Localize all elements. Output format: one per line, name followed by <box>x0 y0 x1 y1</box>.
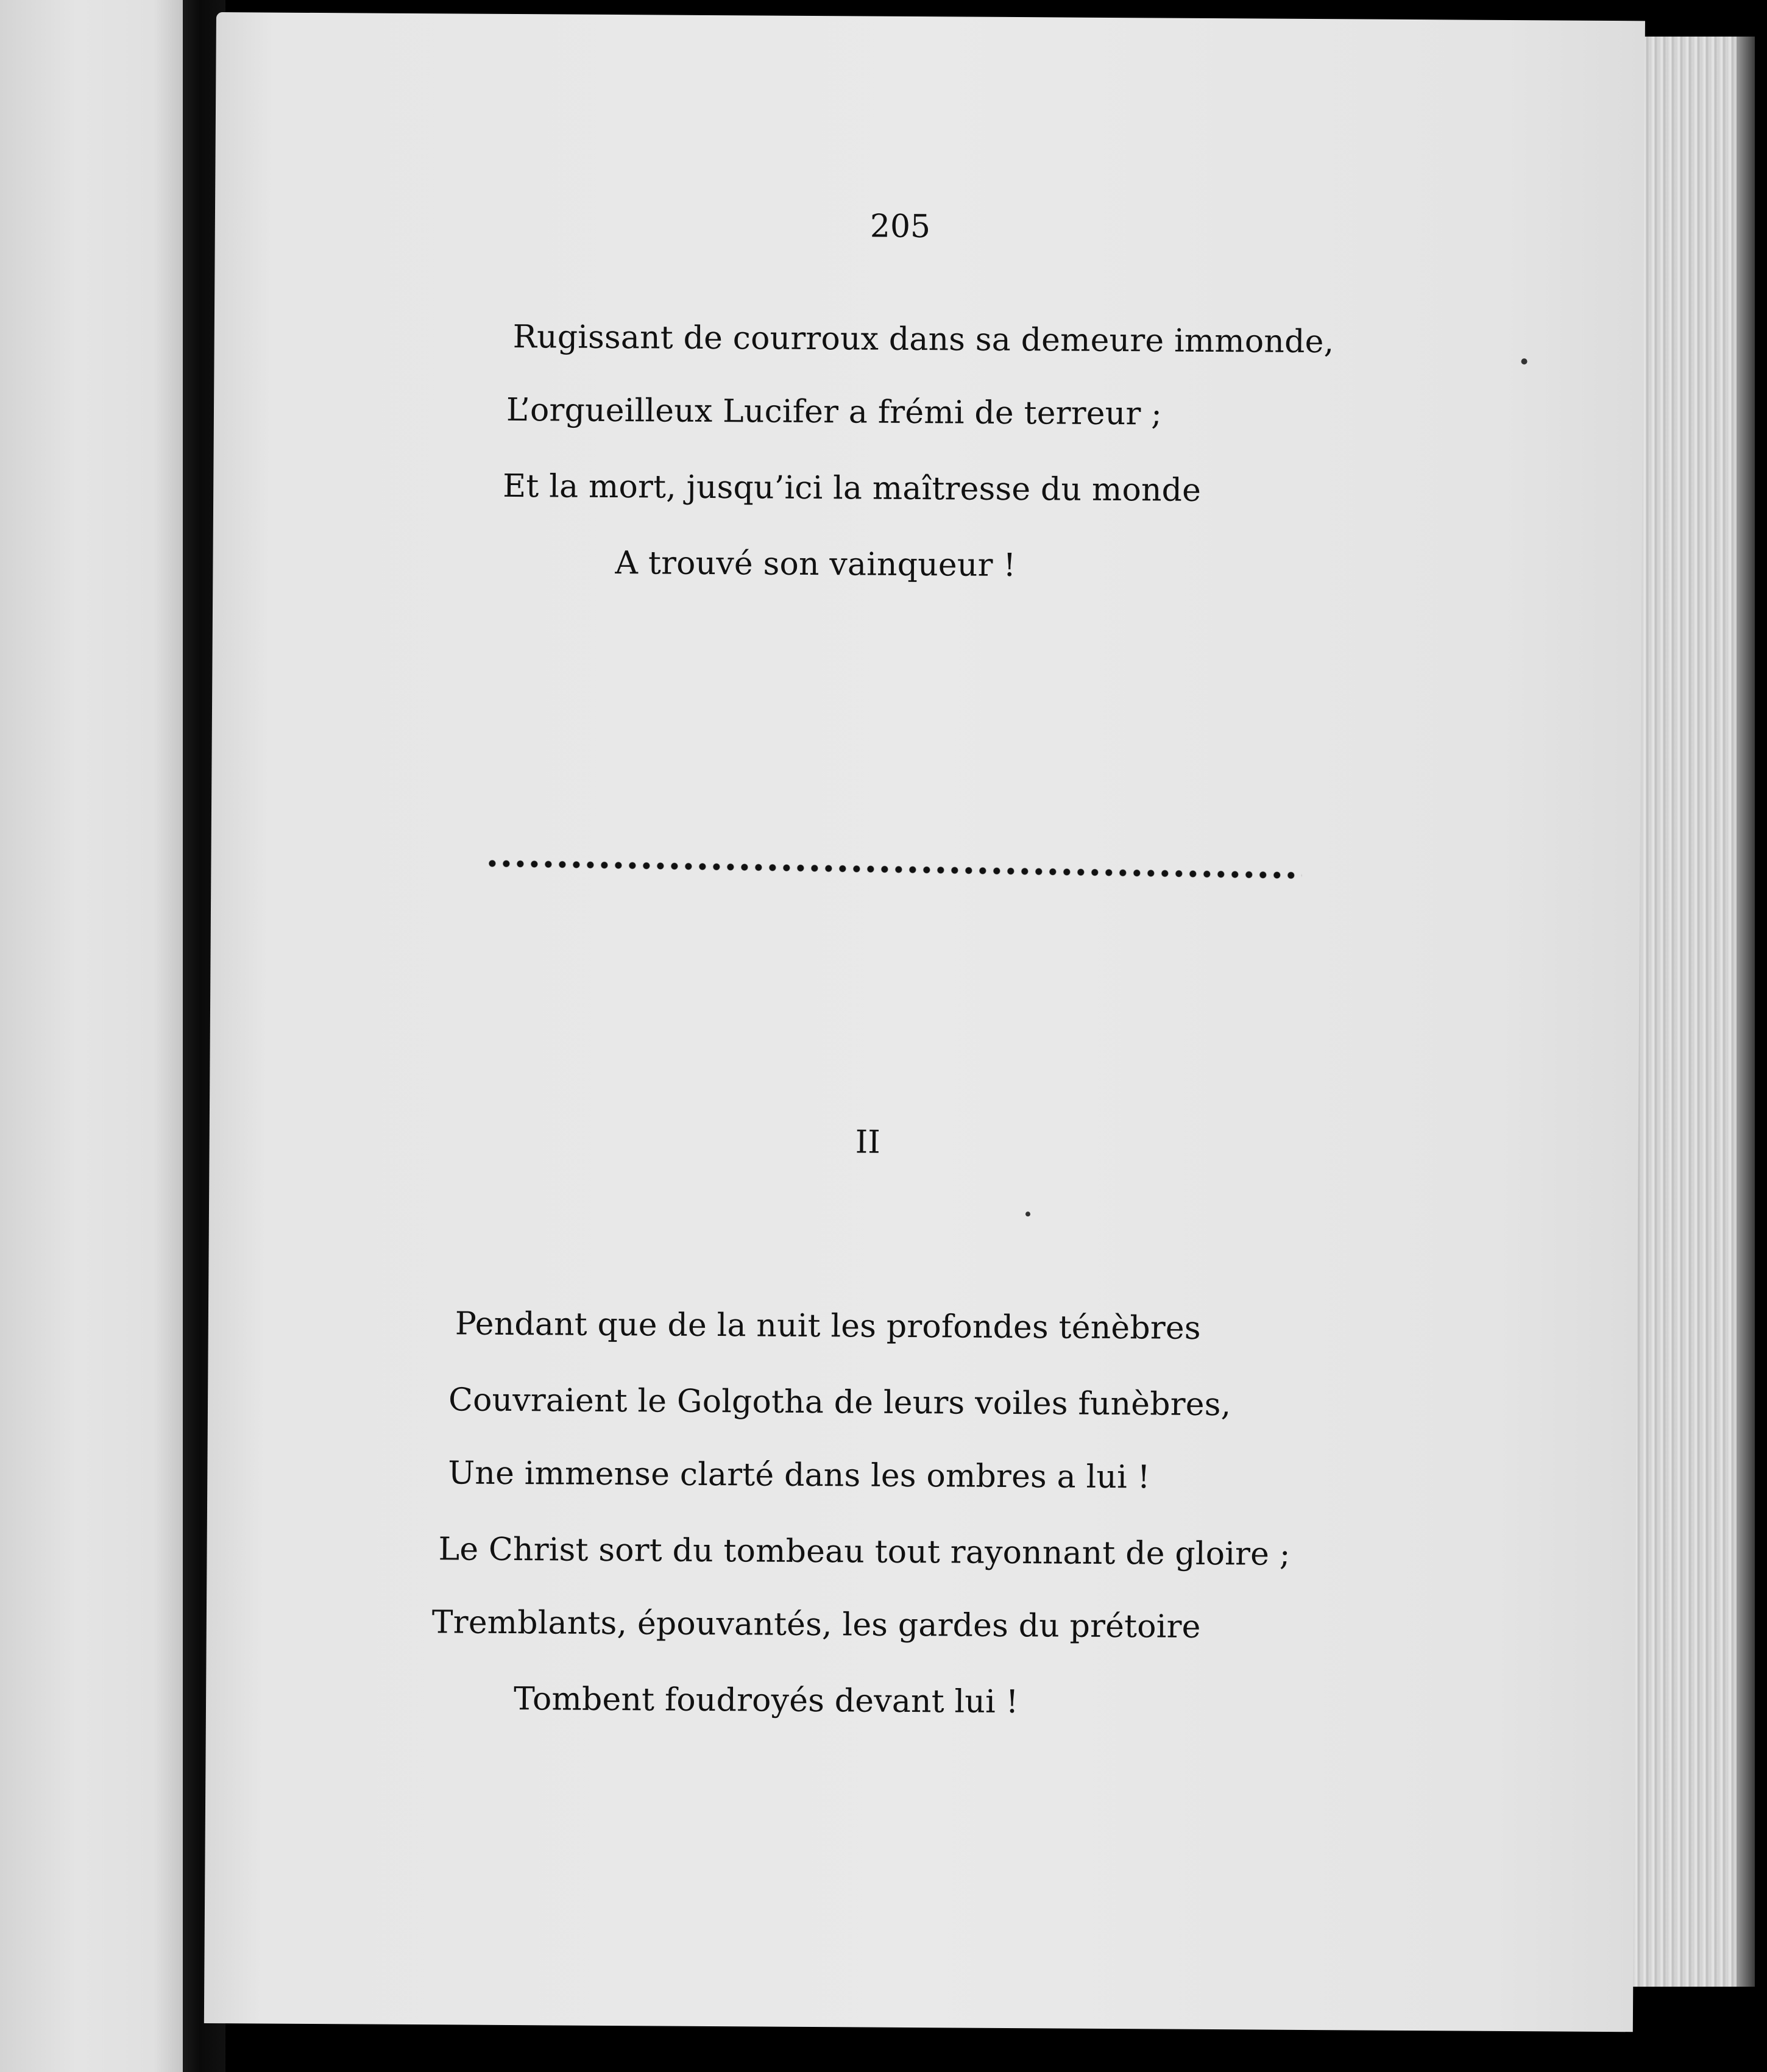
verse-line: Couvraient le Golgotha de leurs voiles funèbres, <box>448 1382 1231 1424</box>
verse-line: Pendant que de la nuit les profondes ténèbres <box>455 1305 1201 1347</box>
verse-line: Rugissant de courroux dans sa demeure immonde, <box>512 318 1334 361</box>
printed-page <box>204 12 1645 2032</box>
page-number: 205 <box>869 208 931 246</box>
verse-line: A trouvé son vainqueur ! <box>615 545 1016 584</box>
section-heading: II <box>855 1124 880 1161</box>
verse-line: Le Christ sort du tombeau tout rayonnant de gloire ; <box>438 1531 1291 1573</box>
left-facing-page <box>0 0 192 2072</box>
page-edges <box>1633 37 1755 1987</box>
dotted-separator <box>485 858 1301 881</box>
verse-line: Tombent foudroyés devant lui ! <box>513 1681 1019 1721</box>
verse-line: Et la mort, jusqu’ici la maîtresse du monde <box>503 467 1202 509</box>
paper-speck <box>1521 358 1528 364</box>
verse-line: L’orgueilleux Lucifer a frémi de terreur ; <box>506 391 1163 433</box>
verse-line: Tremblants, épouvantés, les gardes du prétoire <box>431 1604 1201 1645</box>
paper-speck <box>1025 1212 1030 1216</box>
verse-line: Une immense clarté dans les ombres a lui ! <box>448 1455 1150 1496</box>
